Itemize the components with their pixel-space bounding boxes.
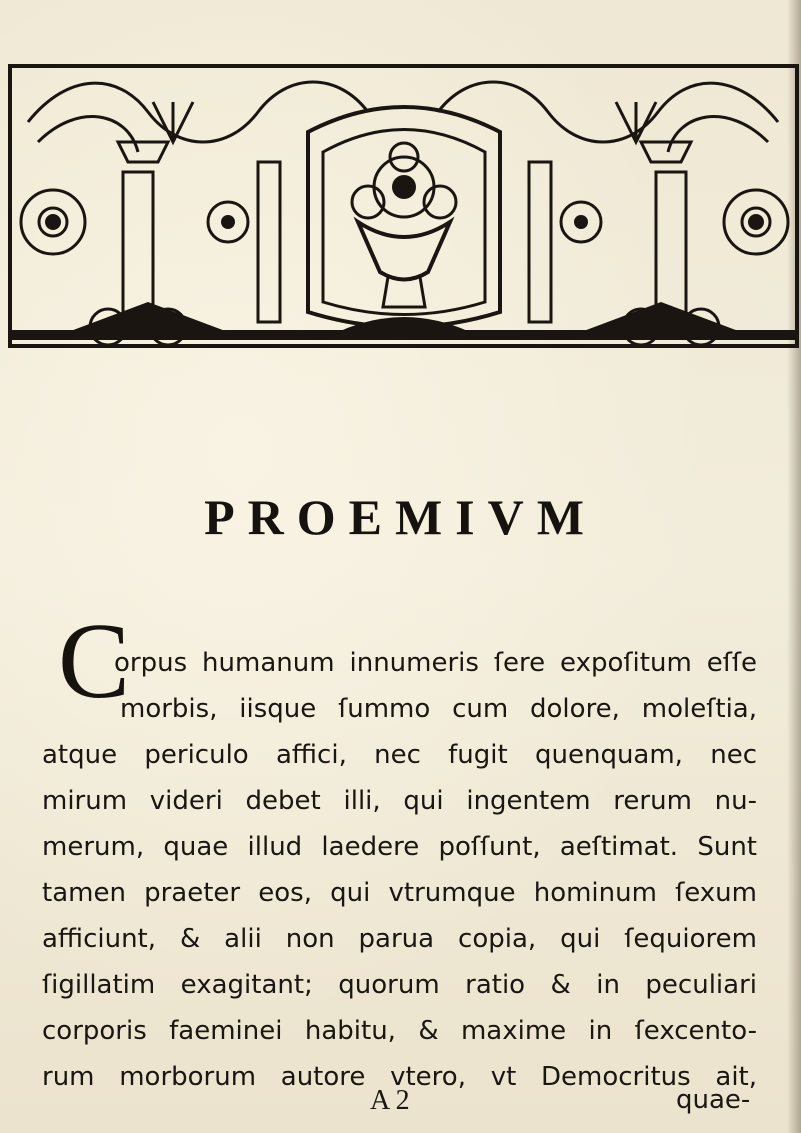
signature-mark: A 2 [370, 1085, 410, 1116]
text-line: mirum videri debet illi, qui ingentem rerum nu- [42, 786, 757, 816]
page-footer [0, 1085, 801, 1125]
woodcut-headpiece [8, 62, 801, 352]
text-line: corporis faeminei habitu, & maxime in ſexcento- [42, 1016, 757, 1046]
text-line: morbis, iisque ſummo cum dolore, moleſtia, [120, 694, 757, 724]
text-line: ſigillatim exagitant; quorum ratio & in peculiari [42, 970, 757, 1000]
text-line: afficiunt, & alii non parua copia, qui ſequiorem [42, 924, 757, 954]
text-line: rum morborum autore vtero, vt Democritus ait, [42, 1062, 757, 1092]
catchword: quae- [676, 1085, 751, 1115]
page-title: PROEMIVM [204, 489, 597, 545]
text-line: tamen praeter eos, qui vtrumque hominum ſexum [42, 878, 757, 908]
text-line: orpus humanum innumeris ſere expoſitum eſſe [114, 648, 757, 678]
text-line: merum, quae illud laedere poſſunt, aeſtimat. Sunt [42, 832, 757, 862]
dropcap-letter: C [58, 602, 131, 721]
text-line: atque periculo affici, nec fugit quenquam, nec [42, 740, 757, 770]
body-text [42, 640, 757, 1100]
